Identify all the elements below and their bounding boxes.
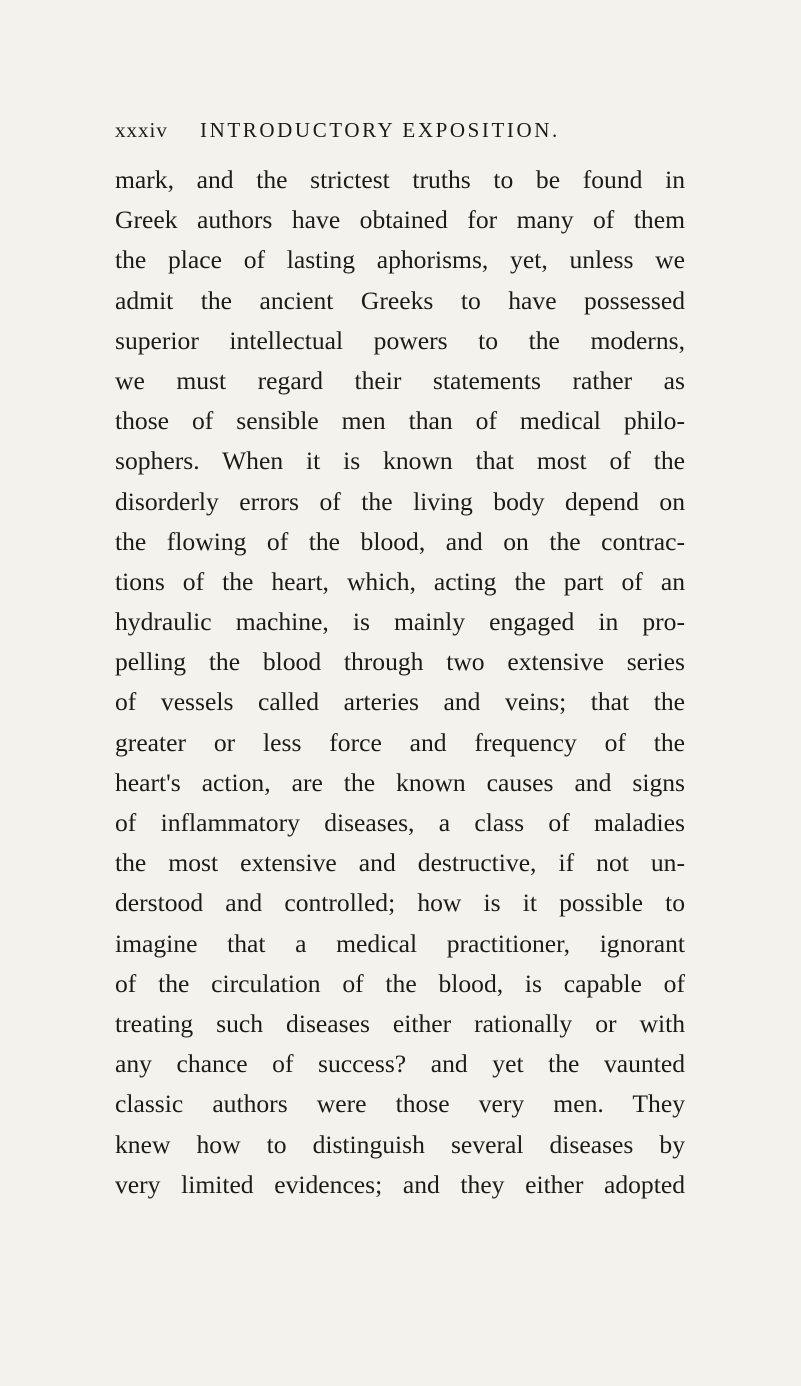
text-line: mark, and the strictest truths to be found in: [115, 165, 685, 194]
text-line: of the circulation of the blood, is capable of: [115, 968, 685, 998]
text-line: the flowing of the blood, and on the contrac-: [115, 526, 685, 556]
text-line: greater or less force and frequency of the: [115, 727, 685, 757]
text-line: those of sensible men than of medical philo-: [115, 406, 685, 436]
text-line: classic authors were those very men. They: [115, 1089, 685, 1119]
text-line: tions of the heart, which, acting the part of an: [115, 566, 685, 596]
text-line: treating such diseases either rationally or with: [115, 1008, 685, 1038]
text-line: sophers. When it is known that most of the: [115, 446, 685, 476]
text-line: admit the ancient Greeks to have possessed: [115, 285, 685, 315]
page-number: xxxiv: [115, 118, 168, 142]
body-text: [115, 160, 685, 1205]
text-line: the place of lasting aphorisms, yet, unless we: [115, 245, 685, 275]
text-line: heart's action, are the known causes and signs: [115, 767, 685, 797]
text-line: very limited evidences; and they either adopted: [115, 1169, 685, 1199]
text-line: disorderly errors of the living body depend on: [115, 486, 685, 516]
running-title: INTRODUCTORY EXPOSITION.: [200, 118, 560, 142]
text-line: knew how to distinguish several diseases by: [115, 1129, 685, 1159]
text-line: hydraulic machine, is mainly engaged in pro-: [115, 607, 685, 637]
text-line: pelling the blood through two extensive series: [115, 647, 685, 677]
text-line: superior intellectual powers to the moderns,: [115, 325, 685, 355]
text-line: of inflammatory diseases, a class of maladies: [115, 808, 685, 837]
text-line: derstood and controlled; how is it possible to: [115, 888, 685, 918]
text-line: imagine that a medical practitioner, ignorant: [115, 928, 685, 958]
text-line: any chance of success? and yet the vaunted: [115, 1049, 685, 1079]
text-line: we must regard their statements rather as: [115, 365, 685, 395]
text-line: the most extensive and destructive, if not un-: [115, 848, 685, 878]
text-line: of vessels called arteries and veins; that the: [115, 687, 685, 717]
running-head: [115, 118, 695, 148]
text-line: Greek authors have obtained for many of them: [115, 205, 685, 235]
